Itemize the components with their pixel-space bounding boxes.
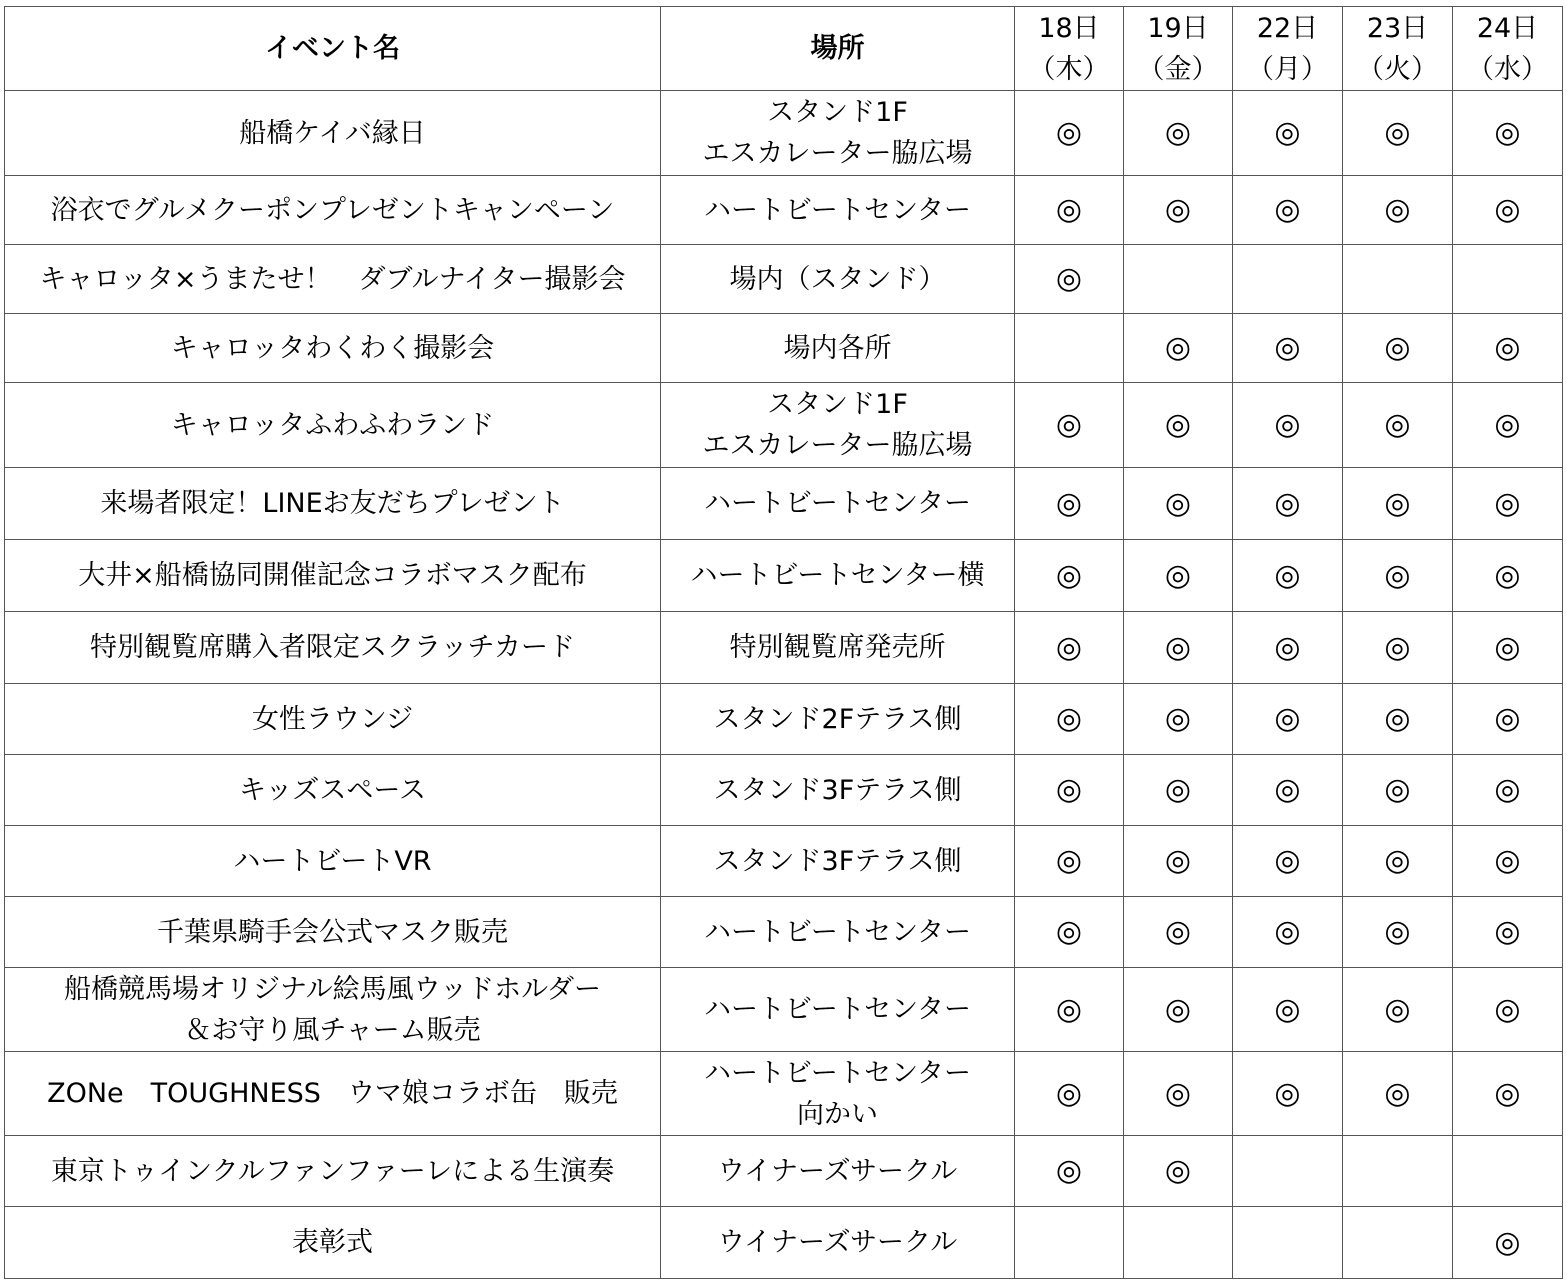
day-cell [1453,684,1563,755]
event-name-line: 大井×船橋協同開催記念コラボマスク配布 [78,560,587,591]
double-circle-mark: ◎ [1494,1224,1521,1260]
day-cell [1124,612,1233,684]
header-day-23 [1343,7,1453,91]
table-row [5,1052,1563,1136]
header-day-19 [1124,7,1233,91]
double-circle-mark: ◎ [1494,407,1521,442]
double-circle-mark: ◎ [1274,701,1301,736]
double-circle-mark: ◎ [1055,485,1083,521]
day-cell [1233,612,1343,684]
event-name-line: ハートビートVR [233,845,432,877]
table-row [5,91,1563,176]
event-name-cell [5,540,661,612]
header-day-22 [1233,7,1343,91]
double-circle-mark: ◎ [1494,115,1521,150]
event-schedule-table [4,6,1563,1279]
event-name-line: 浴衣でグルメクーポンプレゼントキャンペーン [50,194,615,226]
day-cell [1453,897,1563,968]
double-circle-mark: ◎ [1164,407,1192,442]
day-cell [1015,468,1124,540]
event-name-line: 特別観覧席購入者限定スクラッチカード [90,632,575,663]
header-event-name: イベント名 [5,7,661,91]
day-cell [1015,968,1124,1052]
table-row [5,1136,1563,1207]
double-circle-mark: ◎ [1274,115,1301,150]
header-day-18 [1015,7,1124,91]
double-circle-mark: ◎ [1164,485,1192,521]
place-line: ハートビートセンター [703,488,972,519]
day-cell [1124,176,1233,245]
day-cell [1453,540,1563,612]
day-cell [1343,968,1453,1052]
place-cell [661,383,1015,468]
place-cell [661,1052,1015,1136]
event-name-cell [5,1052,661,1136]
double-circle-mark: ◎ [1494,629,1521,665]
day-date: 19日 [1147,12,1209,44]
double-circle-mark: ◎ [1384,772,1411,807]
double-circle-mark: ◎ [1164,701,1192,736]
place-line: スタンド1F [767,97,908,128]
event-name-cell [5,897,661,968]
table-row [5,176,1563,245]
day-cell [1453,383,1563,468]
place-cell [661,1136,1015,1207]
place-cell [661,176,1015,245]
place-line: スタンド2Fテラス側 [713,703,962,735]
place-cell [661,314,1015,383]
event-name-cell [5,245,661,314]
double-circle-mark: ◎ [1164,843,1192,878]
double-circle-mark: ◎ [1274,407,1301,442]
double-circle-mark: ◎ [1274,557,1301,593]
place-cell [661,826,1015,897]
place-line: ハートビートセンター [703,194,972,226]
day-cell [1453,468,1563,540]
day-cell [1453,1052,1563,1136]
day-cell [1453,176,1563,245]
place-cell [661,755,1015,826]
event-name-cell [5,468,661,540]
header-row [5,7,1563,91]
double-circle-mark: ◎ [1055,192,1083,227]
double-circle-mark: ◎ [1164,115,1192,150]
place-cell [661,1207,1015,1279]
day-cell [1124,684,1233,755]
day-cell [1015,91,1124,176]
event-name-cell [5,684,661,755]
double-circle-mark: ◎ [1055,115,1083,150]
double-circle-mark: ◎ [1164,557,1192,593]
event-name-line: 船橋ケイバ縁日 [239,117,426,149]
day-cell [1343,468,1453,540]
place-line: ウイナーズサークル [717,1227,958,1258]
double-circle-mark: ◎ [1494,330,1521,365]
day-cell [1233,1207,1343,1279]
double-circle-mark: ◎ [1164,914,1192,949]
double-circle-mark: ◎ [1274,843,1301,878]
double-circle-mark: ◎ [1164,330,1192,365]
double-circle-mark: ◎ [1384,485,1411,521]
day-cell [1453,91,1563,176]
day-cell [1343,1136,1453,1207]
place-line: スタンド1F [767,389,908,420]
day-cell [1233,1052,1343,1136]
day-cell [1233,755,1343,826]
table-row [5,897,1563,968]
event-name-line: 船橋競馬場オリジナル絵馬風ウッドホルダー [63,973,602,1005]
day-weekday: （月） [1247,53,1328,85]
day-cell [1015,314,1124,383]
double-circle-mark: ◎ [1274,485,1301,521]
day-cell [1453,612,1563,684]
day-cell [1233,314,1343,383]
double-circle-mark: ◎ [1494,772,1521,807]
day-weekday: （金） [1137,53,1219,85]
double-circle-mark: ◎ [1384,629,1411,665]
double-circle-mark: ◎ [1274,192,1301,227]
double-circle-mark: ◎ [1055,991,1083,1027]
table-row [5,684,1563,755]
day-cell [1015,540,1124,612]
day-cell [1015,245,1124,314]
double-circle-mark: ◎ [1494,701,1521,736]
table-row [5,245,1563,314]
day-cell [1343,684,1453,755]
double-circle-mark: ◎ [1055,629,1083,665]
day-cell [1124,468,1233,540]
day-cell [1015,826,1124,897]
day-cell [1015,612,1124,684]
day-cell [1233,826,1343,897]
double-circle-mark: ◎ [1055,701,1083,736]
double-circle-mark: ◎ [1384,914,1411,949]
day-date: 18日 [1038,12,1100,44]
place-line: 場内各所 [783,332,892,364]
double-circle-mark: ◎ [1384,701,1411,736]
double-circle-mark: ◎ [1164,991,1192,1027]
place-cell [661,897,1015,968]
day-cell [1124,91,1233,176]
double-circle-mark: ◎ [1274,914,1301,949]
event-name-line: 千葉県騎手会公式マスク販売 [157,916,508,948]
day-cell [1343,897,1453,968]
place-line: エスカレーター脇広場 [702,430,973,461]
double-circle-mark: ◎ [1384,843,1411,878]
double-circle-mark: ◎ [1055,914,1083,949]
day-cell [1343,245,1453,314]
event-name-line: 来場者限定！LINEお友だちプレゼント [100,488,565,519]
day-cell [1233,968,1343,1052]
double-circle-mark: ◎ [1274,629,1301,665]
day-cell [1343,1207,1453,1279]
day-cell [1233,245,1343,314]
event-name-line: 女性ラウンジ [251,703,414,735]
event-name-line: 東京トゥインクルファンファーレによる生演奏 [50,1155,615,1187]
double-circle-mark: ◎ [1164,1153,1192,1188]
double-circle-mark: ◎ [1164,1075,1192,1111]
double-circle-mark: ◎ [1274,1075,1301,1111]
day-cell [1453,1207,1563,1279]
place-line: エスカレーター脇広場 [702,138,973,169]
double-circle-mark: ◎ [1055,1153,1083,1188]
day-cell [1233,91,1343,176]
event-name-cell [5,383,661,468]
day-cell [1233,897,1343,968]
header-place: 場所 [661,7,1015,91]
event-name-cell [5,755,661,826]
place-cell [661,245,1015,314]
day-cell [1015,1052,1124,1136]
day-cell [1343,91,1453,176]
double-circle-mark: ◎ [1274,330,1301,365]
day-cell [1343,176,1453,245]
event-name-cell [5,1136,661,1207]
double-circle-mark: ◎ [1494,557,1521,593]
day-cell [1124,1052,1233,1136]
day-cell [1015,684,1124,755]
table-row [5,968,1563,1052]
double-circle-mark: ◎ [1384,991,1411,1027]
double-circle-mark: ◎ [1384,192,1411,227]
day-cell [1124,383,1233,468]
table-row [5,826,1563,897]
day-cell [1124,245,1233,314]
day-cell [1124,826,1233,897]
day-cell [1233,684,1343,755]
double-circle-mark: ◎ [1055,261,1083,296]
table-row [5,383,1563,468]
place-line: ウイナーズサークル [717,1155,958,1187]
day-cell [1015,1136,1124,1207]
day-cell [1015,1207,1124,1279]
event-name-line: ZONe TOUGHNESS ウマ娘コラボ缶 販売 [47,1078,618,1109]
day-cell [1343,314,1453,383]
table-row [5,314,1563,383]
table-row [5,468,1563,540]
double-circle-mark: ◎ [1494,192,1521,227]
event-name-cell [5,968,661,1052]
place-line: スタンド3Fテラス側 [713,774,962,806]
day-cell [1233,1136,1343,1207]
day-weekday: （水） [1467,53,1548,85]
day-cell [1233,176,1343,245]
day-cell [1343,826,1453,897]
double-circle-mark: ◎ [1055,407,1083,442]
table-row [5,540,1563,612]
event-name-cell [5,612,661,684]
double-circle-mark: ◎ [1494,1075,1521,1111]
table-row [5,755,1563,826]
double-circle-mark: ◎ [1274,772,1301,807]
day-date: 23日 [1366,12,1429,44]
place-line: ハートビートセンター [703,916,972,948]
double-circle-mark: ◎ [1055,557,1083,593]
day-cell [1124,968,1233,1052]
double-circle-mark: ◎ [1384,115,1411,150]
day-cell [1233,540,1343,612]
place-cell [661,540,1015,612]
place-cell [661,468,1015,540]
day-cell [1453,968,1563,1052]
event-name-cell [5,176,661,245]
table-row [5,612,1563,684]
event-name-line: キャロッタ×うまたせ！ ダブルナイター撮影会 [39,263,626,295]
day-cell [1453,1136,1563,1207]
double-circle-mark: ◎ [1164,192,1192,227]
double-circle-mark: ◎ [1274,991,1301,1027]
double-circle-mark: ◎ [1494,914,1521,949]
day-cell [1124,755,1233,826]
double-circle-mark: ◎ [1494,991,1521,1027]
day-cell [1453,755,1563,826]
double-circle-mark: ◎ [1055,772,1083,807]
place-line: ハートビートセンター [703,1057,972,1089]
day-cell [1343,540,1453,612]
day-cell [1453,314,1563,383]
double-circle-mark: ◎ [1384,330,1411,365]
place-line: ハートビートセンター横 [690,560,985,591]
place-cell [661,968,1015,1052]
day-weekday: （火） [1357,53,1438,85]
header-day-24 [1453,7,1563,91]
day-cell [1015,755,1124,826]
day-cell [1124,540,1233,612]
day-cell [1343,612,1453,684]
double-circle-mark: ◎ [1384,407,1411,442]
day-cell [1124,897,1233,968]
day-date: 22日 [1256,12,1319,44]
day-cell [1015,176,1124,245]
event-name-cell [5,826,661,897]
place-line: 場内（スタンド） [729,263,946,295]
table-row [5,1207,1563,1279]
double-circle-mark: ◎ [1055,1075,1083,1111]
day-cell [1015,897,1124,968]
day-cell [1343,755,1453,826]
double-circle-mark: ◎ [1164,629,1192,665]
event-name-line: キッズスペース [238,774,427,806]
place-cell [661,684,1015,755]
day-cell [1343,1052,1453,1136]
day-cell [1453,826,1563,897]
day-cell [1124,1207,1233,1279]
place-line: 特別観覧席発売所 [729,632,946,663]
day-cell [1124,314,1233,383]
day-date: 24日 [1476,12,1539,44]
event-name-line: ＆お守り風チャーム販売 [184,1014,481,1046]
place-line: 向かい [797,1098,878,1130]
day-cell [1453,245,1563,314]
event-name-line: キャロッタふわふわランド [170,409,495,441]
event-name-cell [5,1207,661,1279]
event-name-line: キャロッタわくわく撮影会 [170,332,495,364]
double-circle-mark: ◎ [1494,843,1521,878]
double-circle-mark: ◎ [1384,557,1411,593]
event-name-cell [5,314,661,383]
day-cell [1233,468,1343,540]
double-circle-mark: ◎ [1384,1075,1411,1111]
double-circle-mark: ◎ [1164,772,1192,807]
day-cell [1124,1136,1233,1207]
event-name-line: 表彰式 [292,1227,373,1258]
place-line: ハートビートセンター [703,994,972,1025]
day-cell [1343,383,1453,468]
day-cell [1233,383,1343,468]
place-cell [661,612,1015,684]
place-cell [661,91,1015,176]
day-cell [1015,383,1124,468]
place-line: スタンド3Fテラス側 [713,845,962,877]
double-circle-mark: ◎ [1494,485,1521,521]
double-circle-mark: ◎ [1055,843,1083,878]
event-name-cell [5,91,661,176]
day-weekday: （木） [1028,53,1110,85]
